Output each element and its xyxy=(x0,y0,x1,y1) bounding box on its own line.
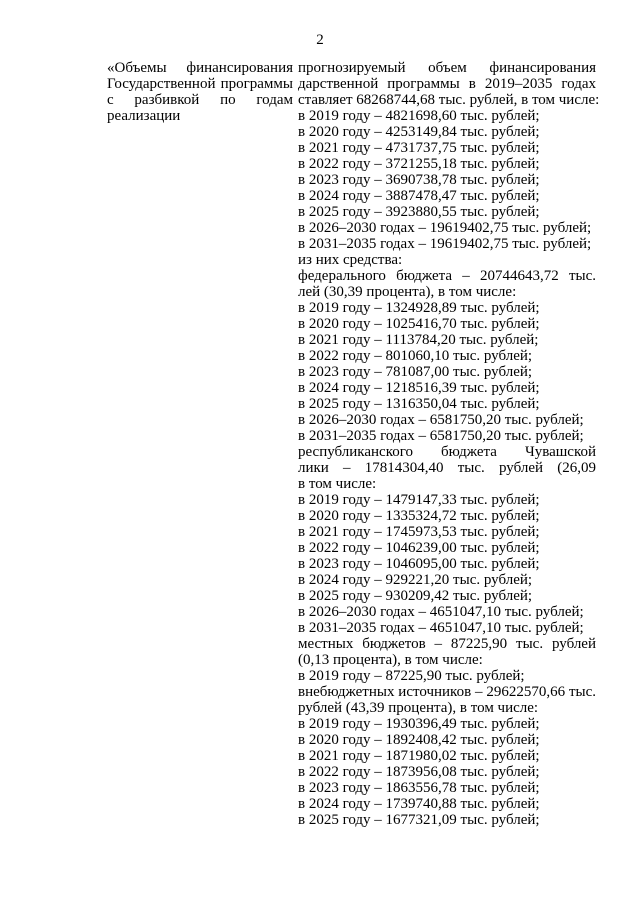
financing-line: в 2025 году – 1316350,04 тыс. рублей; xyxy=(298,396,540,412)
financing-line: в 2031–2035 годах – 6581750,20 тыс. рублей; xyxy=(298,428,584,444)
page-number: 2 xyxy=(316,32,324,48)
financing-line: в 2019 году – 1324928,89 тыс. рублей; xyxy=(298,300,540,316)
financing-line: из них средства: xyxy=(298,252,403,268)
financing-line: в 2019 году – 1479147,33 тыс. рублей; xyxy=(298,492,540,508)
financing-line: в 2025 году – 1677321,09 тыс. рублей; xyxy=(298,812,540,828)
financing-line: в 2021 году – 1113784,20 тыс. рублей; xyxy=(298,332,539,348)
financing-line: в 2020 году – 1892408,42 тыс. рублей; xyxy=(298,732,540,748)
financing-line: федерального бюджета – 20744643,72 тыс. xyxy=(298,268,596,284)
financing-line: в 2023 году – 781087,00 тыс. рублей; xyxy=(298,364,533,380)
financing-line: в 2022 году – 1046239,00 тыс. рублей; xyxy=(298,540,540,556)
financing-line: в 2026–2030 годах – 19619402,75 тыс. рублей; xyxy=(298,220,592,236)
financing-line: в 2019 году – 4821698,60 тыс. рублей; xyxy=(298,108,540,124)
financing-line: в 2026–2030 годах – 6581750,20 тыс. рублей; xyxy=(298,412,584,428)
financing-line: прогнозируемый объем финансирования xyxy=(298,60,596,76)
financing-line: в 2031–2035 годах – 19619402,75 тыс. рублей; xyxy=(298,236,592,252)
financing-line: в 2021 году – 1871980,02 тыс. рублей; xyxy=(298,748,540,764)
financing-line: в 2020 году – 4253149,84 тыс. рублей; xyxy=(298,124,540,140)
financing-details xyxy=(298,60,600,828)
financing-line: в 2022 году – 3721255,18 тыс. рублей; xyxy=(298,156,540,172)
financing-line: внебюджетных источников – 29622570,66 тыс. xyxy=(298,684,596,700)
financing-line: в 2023 году – 3690738,78 тыс. рублей; xyxy=(298,172,540,188)
financing-line: в 2021 году – 4731737,75 тыс. рублей; xyxy=(298,140,540,156)
financing-line: дарственной программы в 2019–2035 годах xyxy=(298,76,596,92)
financing-line: (0,13 процента), в том числе: xyxy=(298,652,483,668)
financing-line: в 2020 году – 1335324,72 тыс. рублей; xyxy=(298,508,540,524)
financing-line: в 2020 году – 1025416,70 тыс. рублей; xyxy=(298,316,540,332)
financing-line: в 2019 году – 87225,90 тыс. рублей; xyxy=(298,668,525,684)
financing-line: в 2025 году – 3923880,55 тыс. рублей; xyxy=(298,204,540,220)
financing-line: в 2024 году – 1739740,88 тыс. рублей; xyxy=(298,796,540,812)
financing-line: местных бюджетов – 87225,90 тыс. рублей xyxy=(298,636,596,652)
financing-line: в 2021 году – 1745973,53 тыс. рублей; xyxy=(298,524,540,540)
financing-line: ставляет 68268744,68 тыс. рублей, в том числе: xyxy=(298,92,600,108)
financing-line: в том числе: xyxy=(298,476,377,492)
financing-line: республиканского бюджета Чувашской xyxy=(298,444,596,460)
financing-line: в 2026–2030 годах – 4651047,10 тыс. рублей; xyxy=(298,604,584,620)
financing-line: в 2024 году – 3887478,47 тыс. рублей; xyxy=(298,188,540,204)
financing-line: рублей (43,39 процента), в том числе: xyxy=(298,700,539,716)
financing-line: в 2022 году – 1873956,08 тыс. рублей; xyxy=(298,764,540,780)
financing-line: в 2022 году – 801060,10 тыс. рублей; xyxy=(298,348,533,364)
financing-line: в 2019 году – 1930396,49 тыс. рублей; xyxy=(298,716,540,732)
financing-line: лики – 17814304,40 тыс. рублей (26,09 xyxy=(298,460,596,476)
financing-line: в 2023 году – 1046095,00 тыс. рублей; xyxy=(298,556,540,572)
financing-line: в 2024 году – 1218516,39 тыс. рублей; xyxy=(298,380,540,396)
financing-line: в 2024 году – 929221,20 тыс. рублей; xyxy=(298,572,533,588)
financing-line: в 2031–2035 годах – 4651047,10 тыс. рублей; xyxy=(298,620,584,636)
financing-line: в 2023 году – 1863556,78 тыс. рублей; xyxy=(298,780,540,796)
financing-line: в 2025 году – 930209,42 тыс. рублей; xyxy=(298,588,533,604)
financing-volume-label: «Объемы финансирования Государственной программы с разбивкой по годам реализации xyxy=(107,60,293,124)
financing-line: лей (30,39 процента), в том числе: xyxy=(298,284,517,300)
